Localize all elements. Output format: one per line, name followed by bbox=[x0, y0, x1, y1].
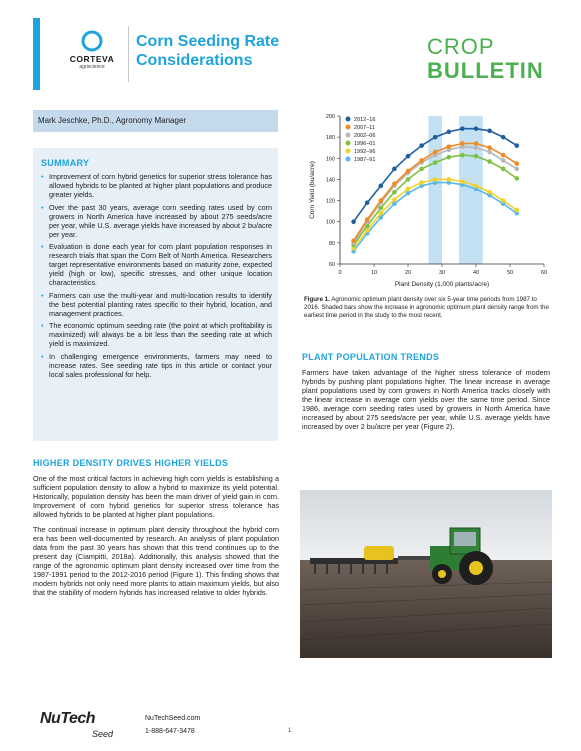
data-point bbox=[447, 144, 452, 149]
summary-box bbox=[33, 148, 278, 441]
data-point bbox=[406, 187, 411, 192]
data-point bbox=[501, 135, 506, 140]
data-point bbox=[392, 167, 397, 172]
section-plant-population bbox=[302, 352, 550, 431]
page-number: 1 bbox=[288, 728, 292, 734]
data-point bbox=[379, 183, 384, 188]
data-point bbox=[447, 177, 452, 182]
nutech-logo-sub: Seed bbox=[92, 729, 114, 739]
legend-label: 1996–01 bbox=[354, 141, 376, 147]
legend-marker bbox=[346, 133, 351, 138]
data-point bbox=[474, 145, 479, 150]
document-title bbox=[136, 32, 279, 70]
brand-name: CORTEVA bbox=[69, 54, 115, 64]
body-paragraph: One of the most critical factors in achieving high corn yields is establishing a sufficient population density to allow a hybrid to maximize its yield potential. Historically, population density has been the main driver of yield gain in corn. Improvement of corn hybrid genetics for superior stress tolerance has allowed hybrids to be planted at higher plant populations. bbox=[33, 474, 279, 519]
legend-marker bbox=[346, 157, 351, 162]
data-point bbox=[392, 190, 397, 195]
summary-item: • The economic optimum seeding rate (the point at which profitability is maximized) will always be a bit less than the seeding rate at which yield is maximized. bbox=[41, 321, 272, 348]
footer-phone: 1-888-647-3478 bbox=[145, 728, 195, 735]
data-point bbox=[447, 130, 452, 135]
data-point bbox=[515, 143, 520, 148]
legend-marker bbox=[346, 141, 351, 146]
yield-density-chart bbox=[304, 106, 554, 292]
x-tick-label: 0 bbox=[338, 270, 342, 276]
tractor-planting-photo bbox=[300, 490, 552, 658]
nutech-logo: NuTech bbox=[40, 710, 96, 727]
data-point bbox=[487, 190, 492, 195]
corteva-logo bbox=[62, 30, 122, 70]
y-tick-label: 60 bbox=[328, 262, 335, 268]
section-higher-density bbox=[33, 458, 279, 597]
data-point bbox=[406, 177, 411, 182]
data-point bbox=[487, 159, 492, 164]
x-tick-label: 40 bbox=[472, 270, 480, 276]
data-point bbox=[460, 179, 465, 184]
data-point bbox=[419, 180, 424, 185]
data-point bbox=[406, 191, 411, 196]
y-tick-label: 80 bbox=[328, 240, 335, 247]
legend-label: 2007–11 bbox=[354, 125, 376, 131]
data-point bbox=[379, 206, 384, 211]
legend-label: 1987–91 bbox=[354, 157, 376, 163]
summary-item: • In challenging emergence environments, farmers may need to increase rates. See seeding rate tips in this article or contact your local sales professional for help. bbox=[41, 352, 272, 379]
data-point bbox=[474, 126, 479, 131]
data-point bbox=[460, 126, 465, 131]
badge-bulletin: BULLETIN bbox=[427, 58, 544, 83]
y-tick-label: 100 bbox=[325, 219, 335, 226]
summary-item: • Farmers can use the multi-year and multi-location results to identify the best potential planting rates specific to their hybrid, location, and management practices. bbox=[41, 291, 272, 318]
data-point bbox=[474, 141, 479, 146]
data-point bbox=[501, 167, 506, 172]
data-point bbox=[501, 153, 506, 158]
summary-item: • Evaluation is done each year for corn plant population responses in research trials that span the Corn Belt of North America. Researchers target representative environments based on maturity zone, expected yield (high or low), specific stresses, and other unique location characteristics. bbox=[41, 242, 272, 287]
data-point bbox=[487, 145, 492, 150]
x-tick-label: 10 bbox=[370, 270, 378, 276]
data-point bbox=[406, 154, 411, 159]
data-point bbox=[392, 181, 397, 186]
legend-marker bbox=[346, 117, 351, 122]
x-tick-label: 50 bbox=[506, 270, 514, 276]
y-tick-label: 120 bbox=[325, 198, 335, 205]
data-point bbox=[392, 197, 397, 202]
x-tick-label: 20 bbox=[404, 270, 412, 276]
y-axis-label: Corn Yield (bu/acre) bbox=[309, 161, 316, 219]
data-point bbox=[433, 135, 438, 140]
summary-list bbox=[41, 172, 272, 379]
author-bar bbox=[33, 110, 278, 132]
caption-label: Figure 1. bbox=[304, 296, 330, 303]
data-point bbox=[501, 158, 506, 163]
data-point bbox=[419, 158, 424, 163]
summary-item: • Improvement of corn hybrid genetics for superior stress tolerance has allowed hybrids to be planted at higher plant populations and produce greater yields. bbox=[41, 172, 272, 199]
data-point bbox=[501, 198, 506, 203]
data-point bbox=[460, 141, 465, 146]
x-tick-label: 60 bbox=[540, 270, 548, 276]
legend-marker bbox=[346, 125, 351, 130]
legend-label: 1992–96 bbox=[354, 149, 376, 155]
data-point bbox=[433, 150, 438, 155]
data-point bbox=[447, 155, 452, 160]
data-point bbox=[474, 154, 479, 159]
data-point bbox=[460, 153, 465, 158]
data-point bbox=[515, 167, 520, 172]
brand-sub: agriscience bbox=[79, 64, 105, 70]
data-point bbox=[515, 161, 520, 166]
footer-website-link[interactable]: NuTechSeed.com bbox=[145, 715, 201, 722]
badge-crop: CROP bbox=[427, 34, 495, 59]
data-point bbox=[487, 150, 492, 155]
header-accent-bar bbox=[33, 18, 40, 90]
x-axis-label: Plant Density (1,000 plants/acre) bbox=[394, 281, 490, 288]
author-name: Mark Jeschke, Ph.D., Agronomy Manager bbox=[38, 116, 187, 125]
data-point bbox=[433, 177, 438, 182]
section-heading-plant-population: PLANT POPULATION TRENDS bbox=[302, 352, 440, 362]
y-tick-label: 180 bbox=[325, 135, 335, 142]
title-line-1: Corn Seeding Rate bbox=[136, 33, 280, 50]
data-point bbox=[365, 200, 370, 205]
section-heading-higher-density: HIGHER DENSITY DRIVES HIGHER YIELDS bbox=[33, 458, 229, 468]
data-point bbox=[379, 211, 384, 216]
figure-caption bbox=[304, 296, 552, 320]
header-divider bbox=[128, 26, 129, 82]
y-tick-label: 140 bbox=[325, 177, 335, 184]
data-point bbox=[406, 169, 411, 174]
legend-label: 2012–16 bbox=[354, 117, 376, 123]
data-point bbox=[515, 208, 520, 213]
data-point bbox=[379, 198, 384, 203]
summary-item: • Over the past 30 years, average corn seeding rates used by corn growers in North America have increased by about 275 seeds/acre per year, while U.S. average yields have increased by about 2 bu/acre per year. bbox=[41, 203, 272, 239]
x-tick-label: 30 bbox=[438, 270, 446, 276]
legend-marker bbox=[346, 149, 351, 154]
data-point bbox=[365, 217, 370, 222]
data-point bbox=[351, 219, 356, 224]
caption-text: Agronomic optimum plant density over six 5-year time periods from 1987 to 2016. Shaded bars show the increase in agronomic optimum plant density range from the earliest time period in the study to the most recent. bbox=[304, 296, 549, 319]
y-tick-label: 160 bbox=[325, 156, 335, 163]
summary-heading: SUMMARY bbox=[41, 158, 90, 168]
title-line-2: Considerations bbox=[136, 52, 253, 69]
legend-label: 2002–06 bbox=[354, 133, 376, 139]
data-point bbox=[351, 238, 356, 243]
data-point bbox=[419, 143, 424, 148]
body-paragraph: The continual increase in optimum plant density throughout the hybrid corn era has been well-documented by research. An analysis of plant population data from the past 30 years has shown that this trend continues up to the present day (Ciampitti, 2018a). Additionally, this analysis showed that the range of the agronomic optimum plant density increased over time from the 1987-1991 period to the 2012-2016 period (Figure 1). This finding shows that modern hybrids not only need more plants to attain maximum yields, but also that the stability of modern hybrids has increased relative to older hybrids. bbox=[33, 525, 279, 597]
data-point bbox=[515, 176, 520, 181]
y-tick-label: 200 bbox=[325, 114, 335, 120]
body-paragraph: Farmers have taken advantage of the higher stress tolerance of modern hybrids by pushing plant populations higher. The linear increase in average plant populations used by corn growers in North America tracks closely with the linear increase in average corn yields over the same time period. Since 1986, average corn seeding rates used by growers in North America have increased by about 275 seeds/acre per year, while U.S. average yields have increased by over 2 bu/acre per year (Figure 2). bbox=[302, 368, 550, 431]
data-point bbox=[419, 167, 424, 172]
data-point bbox=[487, 129, 492, 134]
data-point bbox=[433, 160, 438, 165]
corteva-logo-icon bbox=[81, 30, 103, 52]
data-point bbox=[474, 183, 479, 188]
